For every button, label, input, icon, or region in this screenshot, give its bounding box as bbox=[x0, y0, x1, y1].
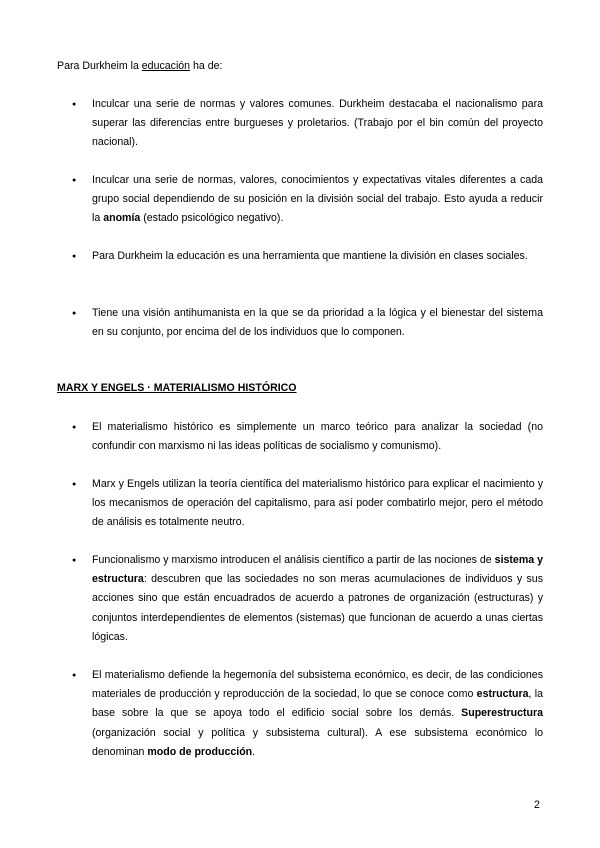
bullet-text: Inculcar una serie de normas, valores, conocimientos y expectativas vitales diferentes a cada grupo social dependiendo de su posición en la división social del trabajo. Esto ayuda a reducir la bbox=[92, 174, 543, 225]
bold-term: Superestructura bbox=[461, 707, 543, 720]
intro-line bbox=[57, 57, 223, 76]
bold-term: anomía bbox=[103, 212, 141, 225]
bullet-text: . bbox=[252, 745, 256, 758]
bullet-item bbox=[92, 551, 543, 647]
intro-suffix: ha de: bbox=[190, 60, 223, 72]
bullet-text: : descubren que las sociedades no son meras acumulaciones de individuos y sus acciones sino que están encuadrados de acuerdo a patrones de organización (estructuras) y conjuntos interdependientes de elementos (sistemas) que funcionan de acuerdo a unas ciertas lógicas. bbox=[92, 573, 543, 643]
page-number: 2 bbox=[534, 799, 540, 811]
bullet-text: Tiene una visión antihumanista en la que se da prioridad a la lógica y el bienestar del sistema en su conjunto, por encima del de los individuos que lo componen. bbox=[92, 307, 543, 339]
bullet-item bbox=[92, 304, 543, 342]
bullet-item bbox=[92, 418, 543, 456]
bullet-item bbox=[92, 95, 543, 153]
bullet-text: , la base sobre la que se apoya todo el edificio social sobre los demás. bbox=[92, 688, 543, 720]
bullet-item bbox=[92, 247, 543, 266]
bold-term: modo de producción bbox=[147, 745, 253, 758]
bullet-text: Marx y Engels utilizan la teoría científica del materialismo histórico para explicar el nacimiento y los mecanismos de operación del capitalismo, para así poder combatirlo mejor, pero el método de análisis es totalmente neutro. bbox=[92, 478, 543, 529]
bullet-item bbox=[92, 475, 543, 533]
bullet-text: Para Durkheim la educación es una herramienta que mantiene la división en clases sociales. bbox=[92, 250, 528, 262]
bullet-item bbox=[92, 666, 543, 762]
bold-term: sistema y estructura bbox=[92, 554, 544, 586]
bold-term: estructura bbox=[476, 688, 529, 701]
bullet-item bbox=[92, 171, 543, 229]
bullet-text: El materialismo histórico es simplemente un marco teórico para analizar la sociedad (no confundir con marxismo ni las ideas políticas de socialismo y comunismo). bbox=[92, 421, 543, 453]
intro-prefix: Para Durkheim la bbox=[57, 60, 142, 72]
bullet-text: Inculcar una serie de normas y valores comunes. Durkheim destacaba el nacionalismo para superar las diferencias entre burgueses y proletarios. (Trabajo por el bin común del proyecto nacional). bbox=[92, 98, 543, 149]
bullet-text: (estado psicológico negativo). bbox=[140, 212, 284, 225]
bullet-text: Funcionalismo y marxismo introducen el análisis científico a partir de las nociones de bbox=[92, 554, 495, 566]
section-heading: MARX Y ENGELS · MATERIALISMO HISTÓRICO bbox=[57, 382, 297, 394]
bullet-text: El materialismo defiende la hegemonía del subsistema económico, es decir, de las condiciones materiales de producción y reproducción de la sociedad, lo que se conoce como bbox=[92, 669, 543, 701]
bullet-text: (organización social y política y subsistema cultural). A ese subsistema económico lo denominan bbox=[92, 726, 543, 758]
intro-underlined-word: educación bbox=[141, 60, 191, 72]
